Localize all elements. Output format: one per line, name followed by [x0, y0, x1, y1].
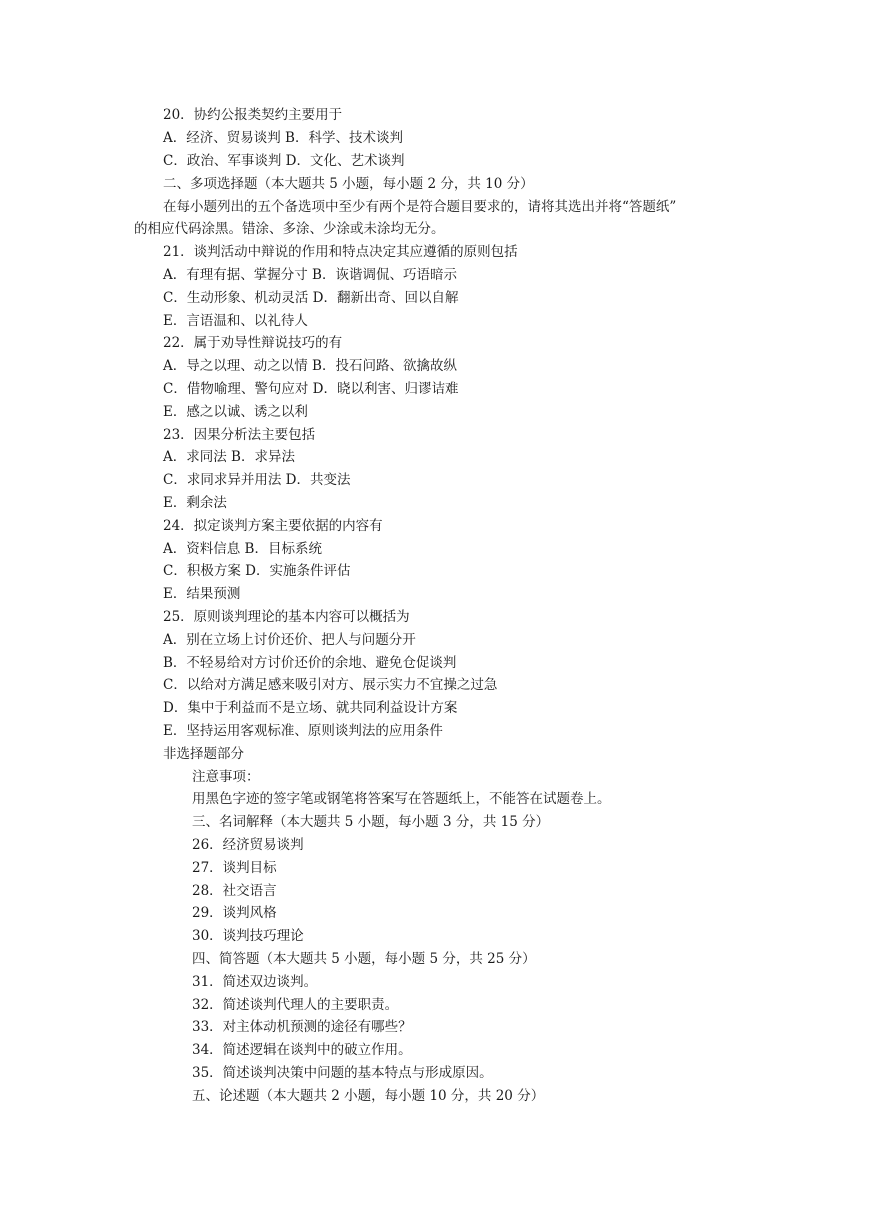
- section5-heading: 五、论述题（本大题共 2 小题，每小题 10 分，共 20 分）: [192, 1088, 545, 1104]
- q25-option-b: B．不轻易给对方讨价还价的余地、避免仓促谈判: [163, 655, 457, 671]
- q20-options-cd: C．政治、军事谈判 D．文化、艺术谈判: [163, 153, 405, 169]
- q20-options-ab: A．经济、贸易谈判 B．科学、技术谈判: [163, 130, 403, 146]
- q25-option-d: D．集中于利益而不是立场、就共同利益设计方案: [163, 700, 458, 716]
- q23-option-e: E．剩余法: [163, 495, 227, 511]
- q22-option-e: E．感之以诚、诱之以利: [163, 404, 308, 420]
- q25-option-a: A．别在立场上讨价还价、把人与问题分开: [163, 632, 416, 648]
- section3-item: 28．社交语言: [192, 883, 277, 899]
- q20-stem: 20．协约公报类契约主要用于: [163, 107, 343, 123]
- section4-item: 31．简述双边谈判。: [192, 974, 318, 990]
- q21-option-e: E．言语温和、以礼待人: [163, 313, 308, 329]
- section2-instructions-line2: 的相应代码涂黑。错涂、多涂、少涂或未涂均无分。: [134, 221, 445, 237]
- q24-options-cd: C．积极方案 D．实施条件评估: [163, 563, 351, 579]
- section4-item: 35．简述谈判决策中问题的基本特点与形成原因。: [192, 1065, 493, 1081]
- section4-heading: 四、简答题（本大题共 5 小题，每小题 5 分，共 25 分）: [192, 951, 536, 967]
- q22-stem: 22．属于劝导性辩说技巧的有: [163, 335, 343, 351]
- q25-option-e: E．坚持运用客观标准、原则谈判法的应用条件: [163, 723, 443, 739]
- q23-stem: 23．因果分析法主要包括: [163, 427, 316, 443]
- q21-options-ab: A．有理有据、掌握分寸 B．诙谐调侃、巧语暗示: [163, 267, 457, 283]
- q24-options-ab: A．资料信息 B．目标系统: [163, 541, 322, 557]
- q21-stem: 21．谈判活动中辩说的作用和特点决定其应遵循的原则包括: [163, 244, 518, 260]
- section3-heading: 三、名词解释（本大题共 5 小题，每小题 3 分，共 15 分）: [192, 814, 550, 830]
- section3-item: 30．谈判技巧理论: [192, 928, 304, 944]
- q22-options-ab: A．导之以理、动之以情 B．投石问路、欲擒故纵: [163, 358, 457, 374]
- section2-heading: 二、多项选择题（本大题共 5 小题，每小题 2 分，共 10 分）: [163, 176, 534, 192]
- section4-item: 33．对主体动机预测的途径有哪些？: [192, 1019, 412, 1035]
- notice-title: 注意事项：: [192, 769, 260, 785]
- q25-stem: 25．原则谈判理论的基本内容可以概括为: [163, 609, 410, 625]
- notice-text: 用黑色字迹的签字笔或钢笔将答案写在答题纸上，不能答在试题卷上。: [192, 791, 611, 807]
- section3-item: 29．谈判风格: [192, 905, 277, 921]
- section3-item: 26．经济贸易谈判: [192, 837, 304, 853]
- non-choice-heading: 非选择题部分: [163, 746, 244, 762]
- q23-options-ab: A．求同法 B．求异法: [163, 449, 295, 465]
- q22-options-cd: C．借物喻理、警句应对 D．晓以利害、归谬诘难: [163, 381, 459, 397]
- section4-item: 32．简述谈判代理人的主要职责。: [192, 997, 399, 1013]
- q21-options-cd: C．生动形象、机动灵活 D．翻新出奇、回以自解: [163, 290, 459, 306]
- section3-item: 27．谈判目标: [192, 860, 277, 876]
- q24-option-e: E．结果预测: [163, 586, 241, 602]
- q23-options-cd: C．求同求异并用法 D．共变法: [163, 472, 351, 488]
- section2-instructions-line1: 在每小题列出的五个备选项中至少有两个是符合题目要求的，请将其选出并将“答题纸”: [163, 199, 677, 215]
- q25-option-c: C．以给对方满足感来吸引对方、展示实力不宜操之过急: [163, 677, 498, 693]
- section4-item: 34．简述逻辑在谈判中的破立作用。: [192, 1042, 412, 1058]
- q24-stem: 24．拟定谈判方案主要依据的内容有: [163, 518, 383, 534]
